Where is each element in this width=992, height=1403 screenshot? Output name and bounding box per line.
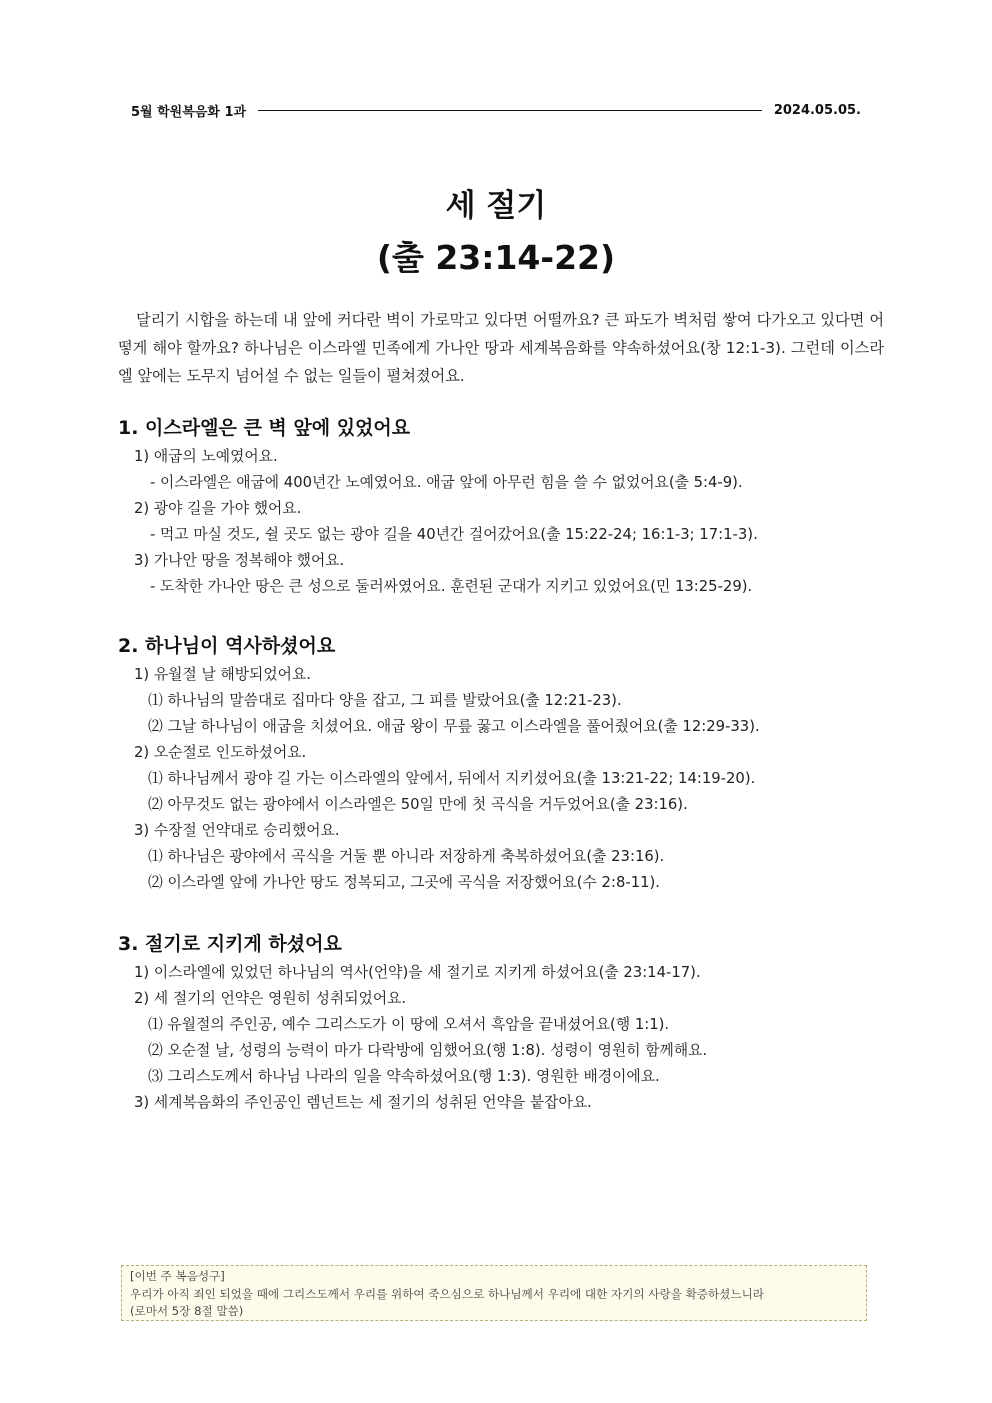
detail-line: ⑴ 하나님은 광야에서 곡식을 거둘 뿐 아니라 저장하게 축복하셨어요(출 23:16). <box>148 848 665 865</box>
bible-verse-box <box>121 1265 867 1321</box>
bible-verse-label: [이번 주 복음성구] <box>130 1269 225 1283</box>
section-1 <box>118 414 888 600</box>
bible-verse-source: (로마서 5장 8절 말씀) <box>130 1304 244 1318</box>
detail-line: ⑴ 하나님의 말씀대로 집마다 양을 잡고, 그 피를 발랐어요(출 12:21-23). <box>148 692 622 709</box>
scripture-reference: (출 23:14-22) <box>376 238 616 277</box>
detail-line: - 도착한 가나안 땅은 큰 성으로 둘러싸였어요. 훈련된 군대가 지키고 있었어요(민 13:25-29). <box>150 578 753 595</box>
page-title: 세 절기 <box>445 188 547 224</box>
point-line: 1) 애굽의 노예였어요. <box>134 448 278 465</box>
detail-line: ⑵ 그날 하나님이 애굽을 치셨어요. 애굽 왕이 무릎 꿇고 이스라엘을 풀어줬어요(출 12:29-33). <box>148 718 760 735</box>
header-rule <box>258 110 762 111</box>
detail-line: ⑵ 이스라엘 앞에 가나안 땅도 정복되고, 그곳에 곡식을 저장했어요(수 2:8-11). <box>148 874 660 891</box>
detail-line: - 먹고 마실 것도, 쉴 곳도 없는 광야 길을 40년간 걸어갔어요(출 15:22-24; 16:1-3; 17:1-3). <box>150 526 758 543</box>
lesson-label: 5월 학원복음화 1과 <box>131 104 247 120</box>
section-title: 3. 절기로 지키게 하셨어요 <box>118 933 342 955</box>
point-line: 3) 수장절 언약대로 승리했어요. <box>134 822 340 839</box>
section-title: 2. 하나님이 역사하셨어요 <box>118 635 336 657</box>
section-title: 1. 이스라엘은 큰 벽 앞에 있었어요 <box>118 417 411 439</box>
detail-line: ⑴ 유월절의 주인공, 예수 그리스도가 이 땅에 오셔서 흑암을 끝내셨어요(행 1:1). <box>148 1016 670 1033</box>
point-line: 3) 세계복음화의 주인공인 렘넌트는 세 절기의 성취된 언약을 붙잡아요. <box>134 1094 592 1111</box>
section-3 <box>118 930 888 1116</box>
point-line: 1) 이스라엘에 있었던 하나님의 역사(언약)을 세 절기로 지키게 하셨어요(출 23:14-17). <box>134 964 701 981</box>
section-2 <box>118 632 888 896</box>
bible-verse-text: 우리가 아직 죄인 되었을 때에 그리스도께서 우리를 위하여 죽으심으로 하나님께서 우리에 대한 자기의 사랑을 확증하셨느니라 <box>130 1286 764 1301</box>
detail-line: ⑶ 그리스도께서 하나님 나라의 일을 약속하셨어요(행 1:3). 영원한 배경이에요. <box>148 1068 660 1085</box>
lesson-date: 2024.05.05. <box>773 102 861 118</box>
detail-line: ⑵ 아무것도 없는 광야에서 이스라엘은 50일 만에 첫 곡식을 거두었어요(출 23:16). <box>148 796 688 813</box>
point-line: 3) 가나안 땅을 정복해야 했어요. <box>134 552 345 569</box>
detail-line: ⑵ 오순절 날, 성령의 능력이 마가 다락방에 임했어요(행 1:8). 성령이 영원히 함께해요. <box>148 1042 708 1059</box>
detail-line: ⑴ 하나님께서 광야 길 가는 이스라엘의 앞에서, 뒤에서 지키셨어요(출 13:21-22; 14:19-20). <box>148 770 756 787</box>
intro-paragraph: 달리기 시합을 하는데 내 앞에 커다란 벽이 가로막고 있다면 어떨까요? 큰 파도가 벽처럼 쌓여 다가오고 있다면 어떻게 해야 할까요? 하나님은 이스라엘 민족에게 가나안 땅과 세계복음화를 약속하셨어요(창 12:1-3). 그런데 이스라엘 앞에는 도무지 넘어설 수 없는 일들이 펼쳐졌어요. <box>118 311 884 385</box>
point-line: 1) 유월절 날 해방되었어요. <box>134 666 311 683</box>
point-line: 2) 오순절로 인도하셨어요. <box>134 744 307 761</box>
point-line: 2) 광야 길을 가야 했어요. <box>134 500 302 517</box>
page-header <box>131 100 861 120</box>
point-line: 2) 세 절기의 언약은 영원히 성취되었어요. <box>134 990 407 1007</box>
detail-line: - 이스라엘은 애굽에 400년간 노예였어요. 애굽 앞에 아무런 힘을 쓸 수 없었어요(출 5:4-9). <box>150 474 743 491</box>
